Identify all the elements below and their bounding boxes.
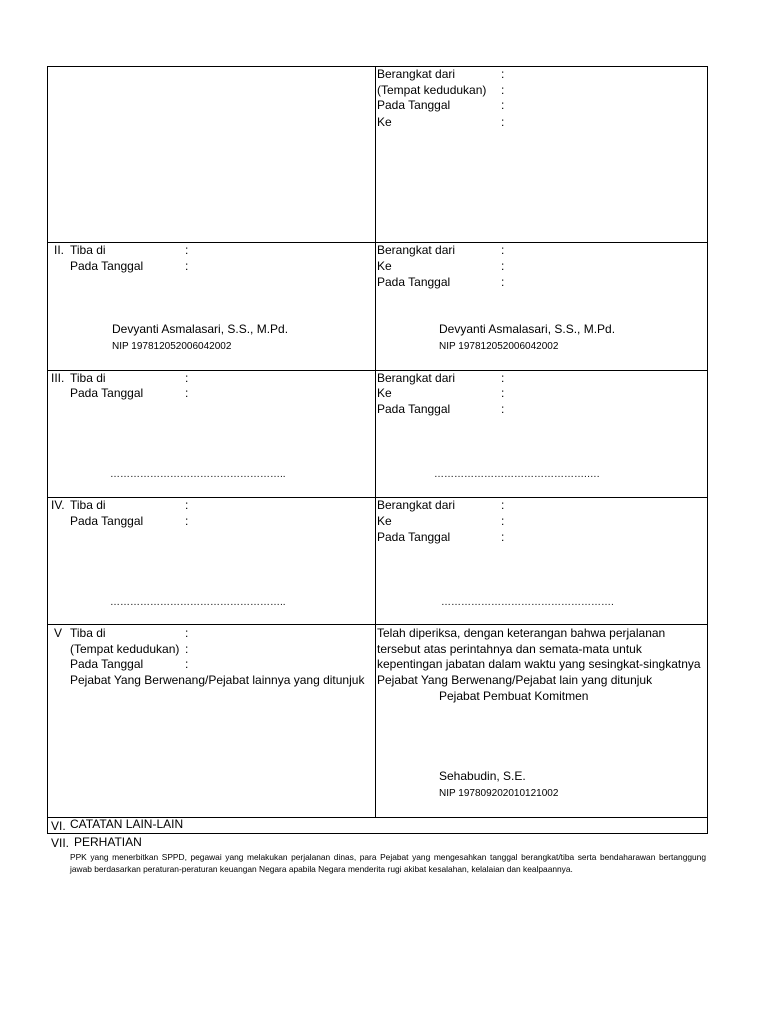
s3-tiba-di-label: Tiba di [70, 371, 106, 385]
s4-berangkat-dari-label: Berangkat dari [377, 498, 456, 512]
s3-ke-label: Ke [377, 386, 392, 400]
s1-tempat-kedudukan-label: (Tempat kedudukan) [377, 83, 487, 97]
s1-colon: : [501, 98, 505, 112]
s2-ke-label: Ke [377, 259, 392, 273]
s1-berangkat-dari-label: Berangkat dari [377, 67, 456, 81]
s4-colon: : [185, 514, 189, 528]
s7-notice-text: PPK yang menerbitkan SPPD, pegawai yang melakukan perjalanan dinas, para Pejabat yang mengesahkan tanggal berangkat/tiba serta bendaharawan bertanggung jawab berdasarkan peraturan-peraturan keuangan Negara apabila Negara menderita rugi akibat kesalahan, kelalaian dan kealpaannya. [70, 852, 706, 874]
s4-colon: : [501, 530, 505, 544]
s7-number: VII. [51, 836, 70, 850]
s5-statement-line-1: Telah diperiksa, dengan keterangan bahwa perjalanan [377, 626, 666, 640]
s1-ke-label: Ke [377, 115, 392, 129]
s6-title: CATATAN LAIN-LAIN [70, 817, 184, 831]
form-frame [47, 66, 708, 834]
s5-pejabat-right-label: Pejabat Yang Berwenang/Pejabat lain yang ditunjuk [377, 673, 653, 687]
s7-title: PERHATIAN [74, 835, 142, 849]
s4-right-pada-tanggal-label: Pada Tanggal [377, 530, 451, 544]
s5-statement-line-2: tersebut atas perintahnya dan semata-mata untuk [377, 642, 642, 656]
s1-colon: : [501, 115, 505, 129]
s5-statement-line-3: kepentingan jabatan dalam waktu yang sesingkat-singkatnya [377, 657, 701, 671]
s3-colon: : [185, 371, 189, 385]
s2-right-signer-nip: NIP 197812052006042002 [439, 341, 559, 352]
s3-colon: : [501, 402, 505, 416]
s5-pejabat-label: Pejabat Yang Berwenang/Pejabat lainnya yang ditunjuk [70, 673, 365, 687]
s4-number: IV. [51, 498, 65, 512]
s1-colon: : [501, 67, 505, 81]
s1-pada-tanggal-label: Pada Tanggal [377, 98, 451, 112]
s3-colon: : [501, 386, 505, 400]
s4-colon: : [501, 498, 505, 512]
s5-ppk-title: Pejabat Pembuat Komitmen [439, 689, 589, 703]
s2-right-pada-tanggal-label: Pada Tanggal [377, 275, 451, 289]
s3-colon: : [501, 371, 505, 385]
s2-tiba-di-label: Tiba di [70, 243, 106, 257]
column-divider [375, 66, 376, 817]
s5-tempat-kedudukan-label: (Tempat kedudukan) [70, 642, 180, 656]
s4-pada-tanggal-label: Pada Tanggal [70, 514, 144, 528]
s2-left-signer-nip: NIP 197812052006042002 [112, 341, 232, 352]
s5-signer-name: Sehabudin, S.E. [439, 769, 526, 783]
s2-pada-tanggal-label: Pada Tanggal [70, 259, 144, 273]
s2-colon: : [501, 275, 505, 289]
s5-tiba-di-label: Tiba di [70, 626, 106, 640]
s2-colon: : [501, 243, 505, 257]
s5-signer-nip: NIP 197809202010121002 [439, 788, 559, 799]
s2-colon: : [185, 259, 189, 273]
s3-pada-tanggal-label: Pada Tanggal [70, 386, 144, 400]
s2-colon: : [501, 259, 505, 273]
s4-left-signature-line: …………………………………………….. [110, 597, 286, 608]
s2-berangkat-dari-label: Berangkat dari [377, 243, 456, 257]
s3-number: III. [51, 371, 65, 385]
s4-colon: : [185, 498, 189, 512]
s3-right-pada-tanggal-label: Pada Tanggal [377, 402, 451, 416]
s6-number: VI. [51, 819, 66, 833]
s1-colon: : [501, 83, 505, 97]
row-divider-4 [47, 624, 708, 625]
s5-colon: : [185, 642, 189, 656]
s4-tiba-di-label: Tiba di [70, 498, 106, 512]
s4-right-signature-line: ……………………………………………. [441, 597, 614, 608]
s2-right-signer-name: Devyanti Asmalasari, S.S., M.Pd. [439, 322, 616, 336]
s5-number: V [54, 626, 63, 640]
s3-left-signature-line: …………………………………………….. [110, 469, 286, 480]
s3-colon: : [185, 386, 189, 400]
s4-colon: : [501, 514, 505, 528]
s3-right-signature-line: ……………………………………….…. [434, 469, 600, 480]
s5-colon: : [185, 626, 189, 640]
s2-colon: : [185, 243, 189, 257]
s5-pada-tanggal-label: Pada Tanggal [70, 657, 144, 671]
s2-left-signer-name: Devyanti Asmalasari, S.S., M.Pd. [112, 322, 289, 336]
s2-number: II. [54, 243, 65, 257]
s5-colon: : [185, 657, 189, 671]
s4-ke-label: Ke [377, 514, 392, 528]
s3-berangkat-dari-label: Berangkat dari [377, 371, 456, 385]
